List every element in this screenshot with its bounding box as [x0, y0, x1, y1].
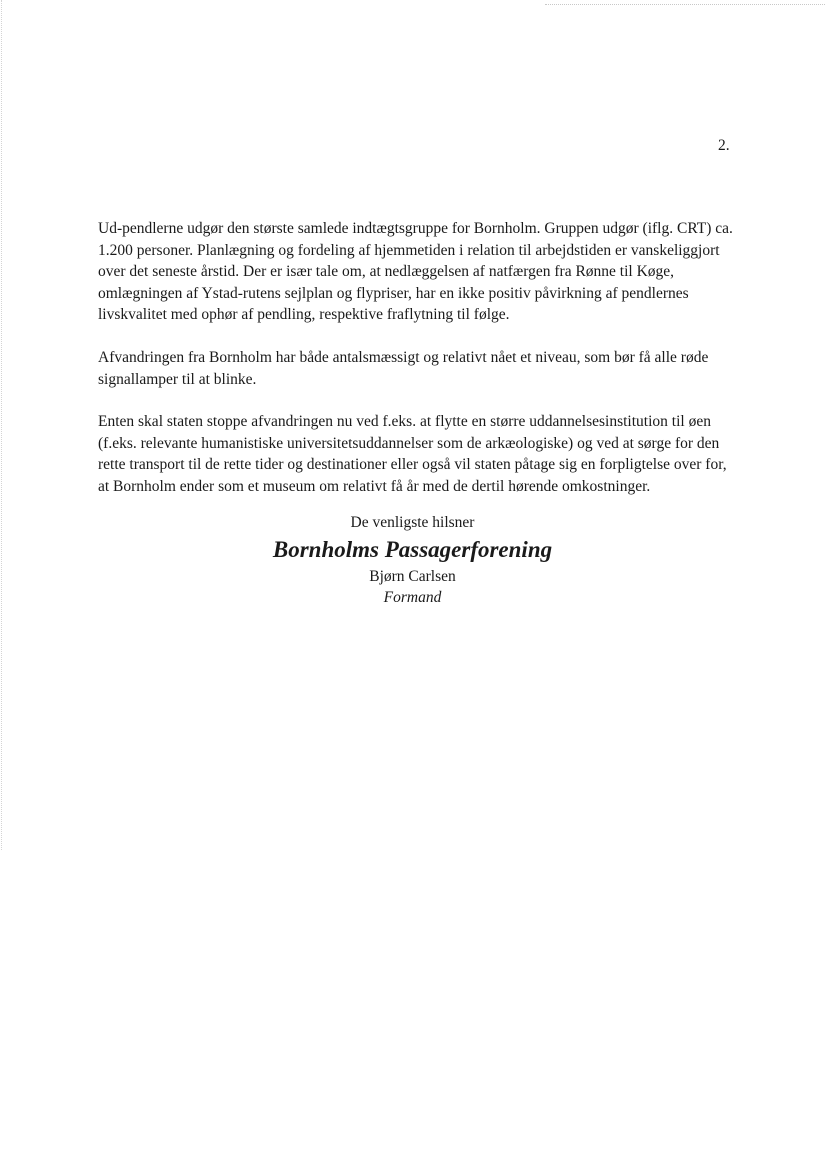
letter-body	[98, 218, 738, 519]
paragraph-commuters: Ud-pendlerne udgør den største samlede indtægtsgruppe for Bornholm. Gruppen udgør (iflg. CRT) ca. 1.200 personer. Planlægning og fordeling af hjemmetiden i relation til arbejdstiden er vanskeliggjort over det seneste årstid. Der er især tale om, at nedlæggelsen af natfærgen fra Rønne til Køge, omlægningen af Ystad-rutens sejlplan og flypriser, har en ikke positiv påvirkning af pendlernes livskvalitet med ophør af pendling, respektive fraflytning til følge.	[98, 220, 733, 324]
letter-closing	[0, 513, 825, 608]
page-number: 2.	[718, 137, 730, 154]
paragraph-state-action: Enten skal staten stoppe afvandringen nu ved f.eks. at flytte en større uddannelsesinstitution til øen (f.eks. relevante humanistiske universitetsuddannelser som de arkæologiske) og ved at sørge for den rette transport til de rette tider og destinationer eller også vil staten påtage sig en forpligtelse over for, at Bornholm ender som et museum om relativt få år med de dertil hørende omkostninger.	[98, 413, 727, 495]
closing-greeting: De venligste hilsner	[350, 514, 475, 531]
scan-edge-left	[1, 0, 2, 850]
paragraph-emigration: Afvandringen fra Bornholm har både antalsmæssigt og relativt nået et niveau, som bør få alle røde signallamper til at blinke.	[98, 348, 709, 388]
organization-name: Bornholms Passagerforening	[272, 537, 553, 562]
signer-title: Formand	[383, 589, 442, 606]
signer-name: Bjørn Carlsen	[369, 568, 456, 585]
scan-edge-top	[545, 4, 825, 5]
